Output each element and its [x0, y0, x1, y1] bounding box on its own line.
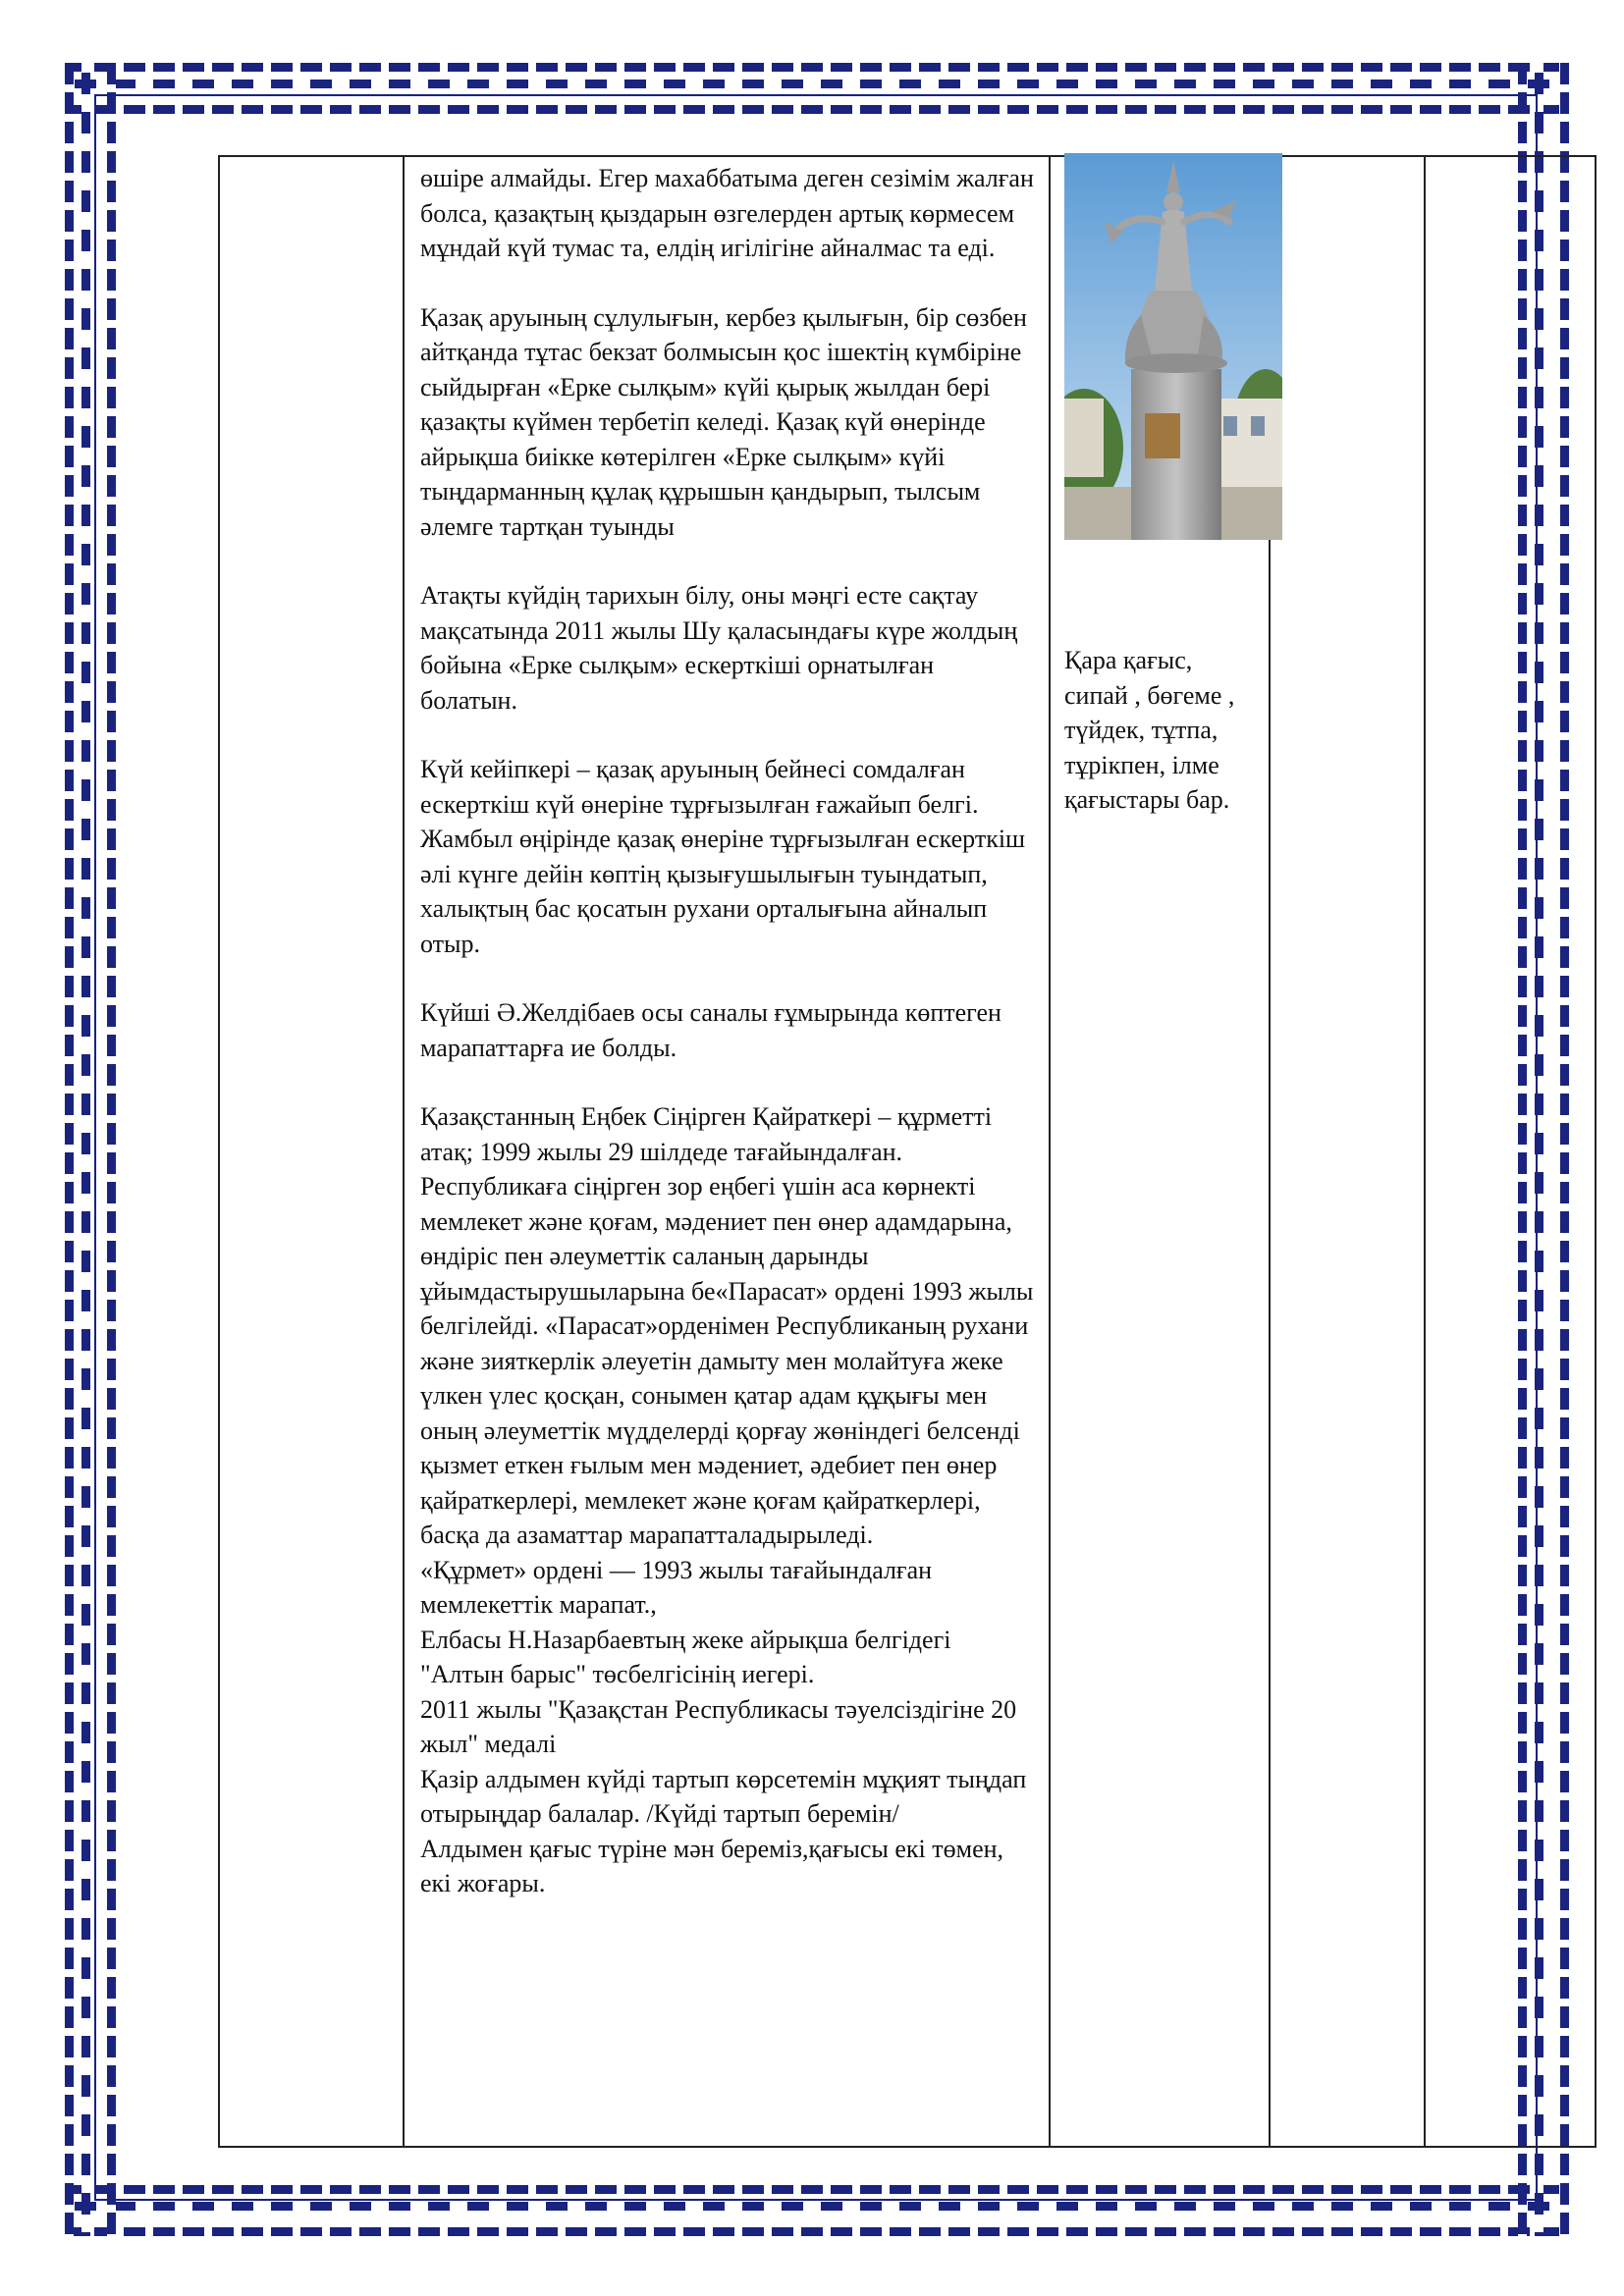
- awards-line: «Құрмет» ордені — 1993 жылы тағайындалған мемлекеттік марапат.,: [420, 1555, 933, 1619]
- monument-photo: [1064, 153, 1282, 540]
- lesson-table: [218, 155, 1597, 2148]
- awards-line: Елбасы Н.Назарбаевтың жеке айрықша белгідегі "Алтын барыс" төсбелгісінің иегері.: [420, 1625, 951, 1688]
- awards-paragraph: Қазақстанның Еңбек Сіңірген Қайраткері – құрметті атақ; 1999 жылы 29 шілдеде тағайындалған. Республикаға сіңірген зор еңбегі үшін аса көрнекті мемлекет және қоғам, мәдениет пен өнер адамдарына, өндіріс пен әлеуметтік саланың дарынды ұйымдастырушыларына бе«Парасат» ордені 1993 жылы белгілейді. «Парасат»орденімен Республиканың рухани және зияткерлік әлеуетін дамыту мен молайтуға жеке үлкен үлес қосқан, сонымен қатар адам құқығы мен оның әлеуметтік мүдделерді қорғау жөніндегі белсенді қызмет еткен ғылым мен мәдениет, әдебиет пен өнер қайраткерлері, мемлекет және қоғам қайраткерлері, басқа да азаматтар марапатталадырыледі.: [420, 1102, 1034, 1549]
- resources-note: Қара қағыс, сипай , бөгеме , түйдек, тұтпа, тұрікпен, ілме қағыстары бар.: [1064, 646, 1235, 814]
- content-paragraph: өшіре алмайды. Егер махаббатыма деген сезімім жалған болса, қазақтың қыздарын өзгелерден артық көрмесем мұндай күй тумас та, елдің игілігіне айналмас та еді.: [420, 164, 1034, 262]
- content-paragraph: Күйші Ә.Желдібаев осы саналы ғұмырында көптеген марапаттарға ие болды.: [420, 998, 1001, 1062]
- instruction-line: Алдымен қағыс түріне мән береміз,қағысы екі төмен, екі жоғары.: [420, 1834, 1004, 1897]
- erke-sylkym-monument-image: [1064, 153, 1282, 540]
- content-paragraph: Атақты күйдің тарихын білу, оны мәңгі есте сақтау мақсатында 2011 жылы Шу қаласындағы күре жолдың бойына «Ерке сылқым» ескерткіші орнатылған болатын.: [420, 581, 1018, 715]
- table-cell-notes: [1426, 157, 1598, 2146]
- awards-line: 2011 жылы "Қазақстан Республикасы тәуелсіздігіне 20 жыл" медалі: [420, 1694, 1017, 1758]
- table-cell-resources: [1051, 157, 1271, 2146]
- content-paragraph: Қазақ аруының сұлулығын, кербез қылығын, бір сөзбен айтқанда тұтас бекзат болмысын қос ішектің күмбіріне сыйдырған «Ерке сылқым» күйі қырық жылдан бері қазақты күймен тербетіп келеді. Қазақ күй өнерінде айрықша биікке көтерілген «Ерке сылқым» күйі тыңдарманның құлақ құрышын қандырып, тылсым әлемге тартқан туынды: [420, 302, 1027, 541]
- instruction-line: Қазір алдымен күйді тартып көрсетемін мұқият тыңдап отырыңдар балалар. /Күйді тартып беремін/: [420, 1764, 1027, 1828]
- table-cell-content: [405, 157, 1051, 2146]
- table-cell-stage: [220, 157, 405, 2146]
- content-paragraph: Күй кейіпкері – қазақ аруының бейнесі сомдалған ескерткіш күй өнеріне тұрғызылған ғажайып белгі. Жамбыл өңірінде қазақ өнеріне тұрғызылған ескерткіш әлі күнге дейін көптің қызығушылығын туындатып, халықтың бас қосатын рухани орталығына айналып отыр.: [420, 755, 1026, 958]
- table-cell-assessment: [1271, 157, 1426, 2146]
